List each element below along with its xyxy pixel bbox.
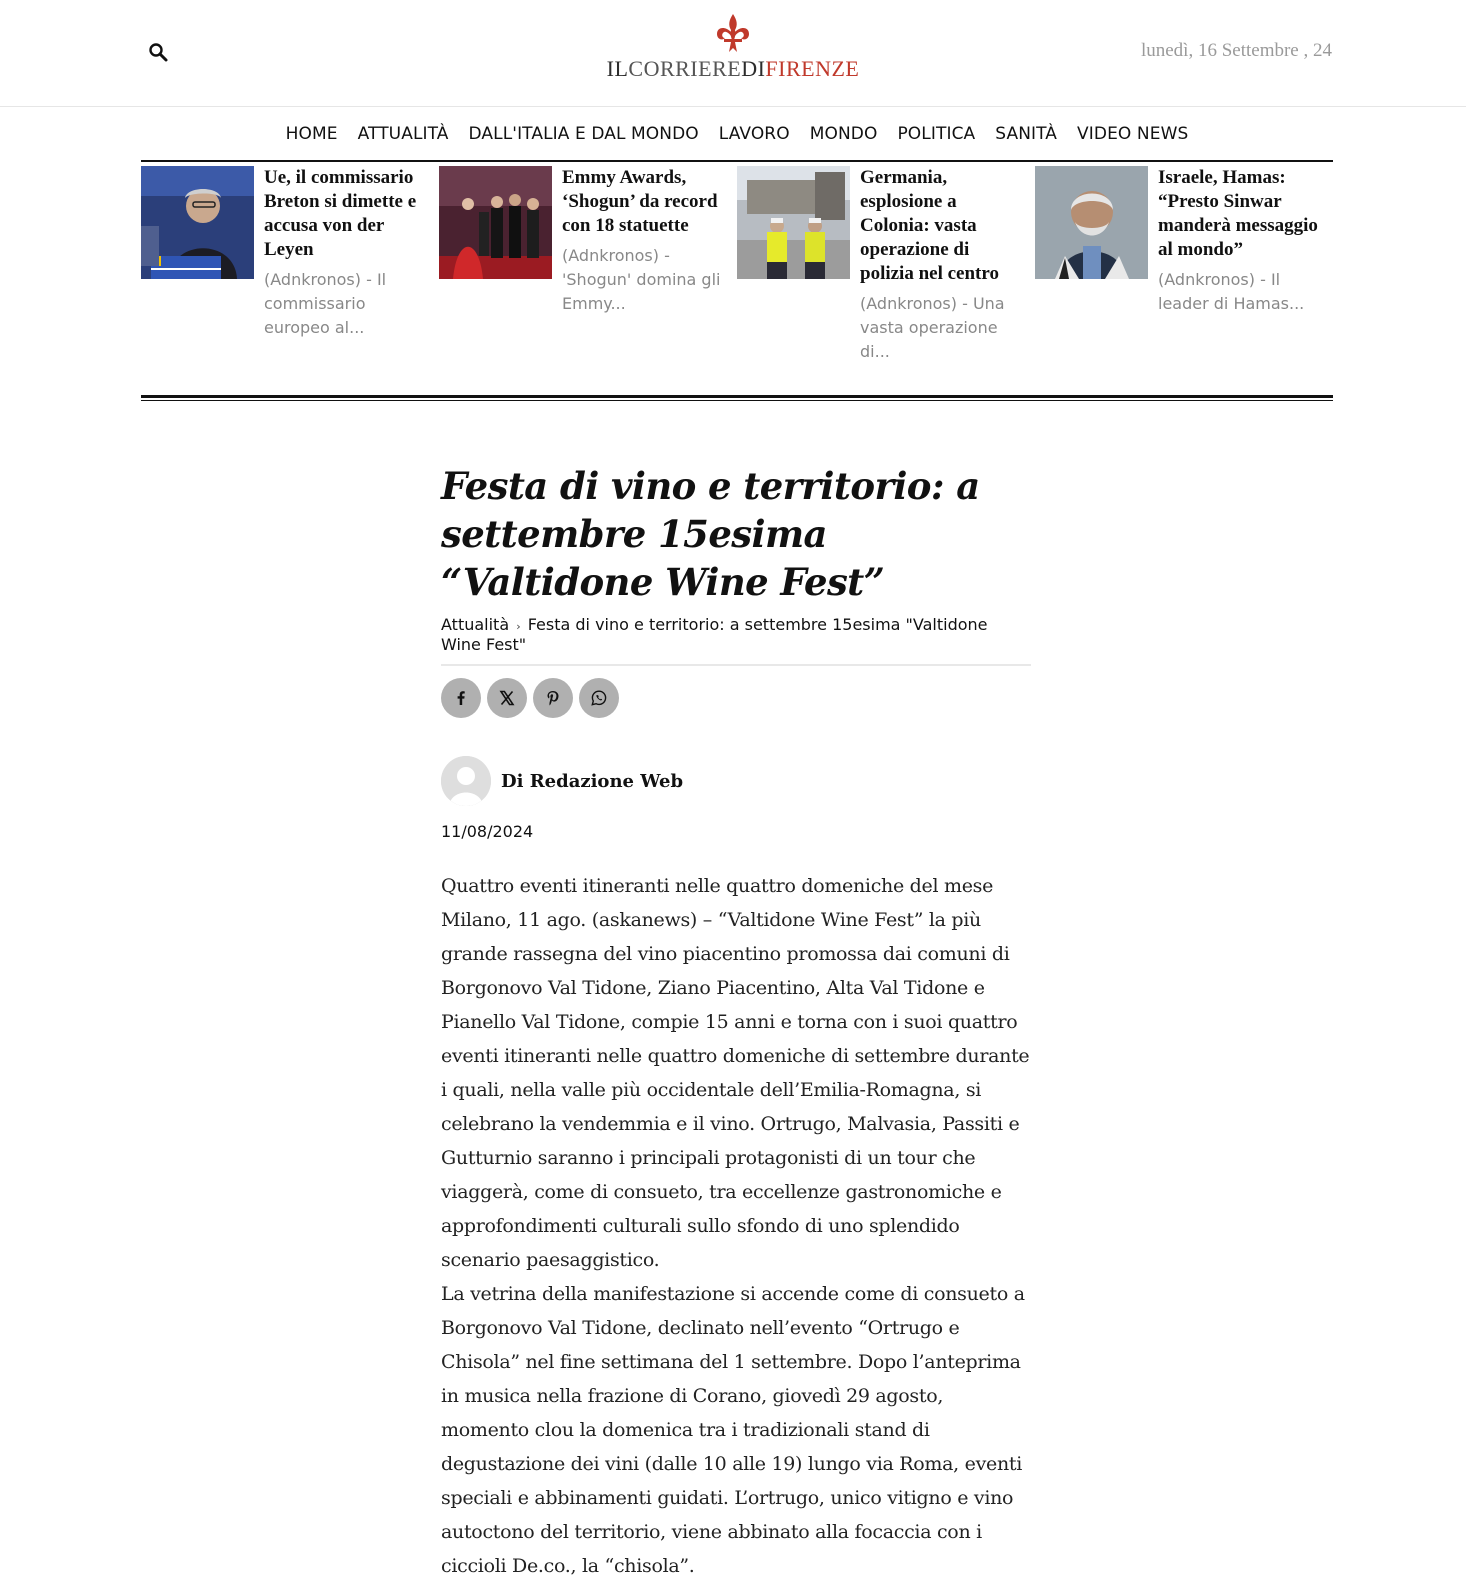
nav-item-mondo[interactable]: MONDO <box>809 124 878 144</box>
whatsapp-icon <box>589 688 609 708</box>
ticker-item[interactable] <box>1035 166 1333 388</box>
main-nav <box>141 108 1333 162</box>
ticker-item[interactable] <box>737 166 1035 388</box>
ticker-excerpt: (Adnkronos) - Il commissario europeo al... <box>264 270 387 337</box>
breadcrumb <box>441 616 1031 666</box>
nav-item-sanita[interactable]: SANITÀ <box>995 124 1058 144</box>
share-buttons <box>441 678 1031 718</box>
facebook-icon <box>451 688 471 708</box>
facebook-share-button[interactable] <box>441 678 481 718</box>
site-header <box>0 0 1466 107</box>
x-icon <box>497 688 517 708</box>
pinterest-icon <box>543 688 563 708</box>
ticker-thumbnail[interactable] <box>141 166 254 279</box>
ticker-thumbnail[interactable] <box>1035 166 1148 279</box>
ticker-excerpt: (Adnkronos) - 'Shogun' domina gli Emmy... <box>562 246 721 313</box>
ticker-thumbnail[interactable] <box>439 166 552 279</box>
article-title: Festa di vino e territorio: a settembre 15esima “Valtidone Wine Fest” <box>441 464 980 604</box>
article <box>441 462 1031 1583</box>
ticker-title[interactable]: Emmy Awards, ‘Shogun’ da record con 18 statuette <box>562 167 718 236</box>
publish-date: 11/08/2024 <box>441 822 534 841</box>
ticker-title[interactable]: Ue, il commissario Breton si dimette e accusa von der Leyen <box>264 167 417 260</box>
article-paragraph: Milano, 11 ago. (askanews) – “Valtidone Wine Fest” la più grande rassegna del vino piacentino promossa dai comuni di Borgonovo Val Tidone, Ziano Piacentino, Alta Val Tidone e Pianello Val Tidone, compie 15 anni e torna con i suoi quattro eventi itineranti nelle quattro domeniche di settembre durante i quali, nella valle più occidentale dell’Emilia-Romagna, si celebrano la vendemmia e il vino. Ortrugo, Malvasia, Passiti e Gutturnio saranno i principali protagonisti di un tour che viaggerà, come di consueto, tra eccellenze gastronomiche e approfondimenti culturali sullo sfondo di uno splendido scenario paesaggistico. <box>441 909 1030 1271</box>
x-share-button[interactable] <box>487 678 527 718</box>
nav-item-italia-mondo[interactable]: DALL'ITALIA E DAL MONDO <box>468 124 699 144</box>
nav-item-video-news[interactable]: VIDEO NEWS <box>1077 124 1189 144</box>
ticker-excerpt: (Adnkronos) - Una vasta operazione di... <box>860 294 1005 361</box>
fleur-de-lis-icon <box>713 12 753 54</box>
ticker-excerpt: (Adnkronos) - Il leader di Hamas... <box>1158 270 1305 313</box>
breadcrumb-category[interactable]: Attualità <box>441 615 510 634</box>
whatsapp-share-button[interactable] <box>579 678 619 718</box>
logo-wordmark: ILCORRIEREDIFIRENZE <box>606 56 860 81</box>
nav-item-politica[interactable]: POLITICA <box>897 124 976 144</box>
search-icon[interactable] <box>146 40 172 66</box>
nav-item-lavoro[interactable]: LAVORO <box>718 124 790 144</box>
article-paragraph: Quattro eventi itineranti nelle quattro domeniche del mese <box>441 875 994 897</box>
nav-item-attualita[interactable]: ATTUALITÀ <box>357 124 449 144</box>
author-name[interactable]: Di Redazione Web <box>501 770 684 792</box>
pinterest-share-button[interactable] <box>533 678 573 718</box>
ticker-divider <box>141 395 1333 401</box>
header-date: lunedì, 16 Settembre , 24 <box>1140 40 1332 61</box>
ticker-item[interactable] <box>141 166 439 388</box>
avatar[interactable] <box>441 756 491 806</box>
site-logo[interactable] <box>580 12 886 90</box>
nav-item-home[interactable]: HOME <box>285 124 338 144</box>
news-ticker <box>141 166 1333 388</box>
ticker-title[interactable]: Israele, Hamas: “Presto Sinwar manderà messaggio al mondo” <box>1158 167 1318 260</box>
ticker-thumbnail[interactable] <box>737 166 850 279</box>
ticker-item[interactable] <box>439 166 737 388</box>
breadcrumb-separator-icon: › <box>516 620 521 633</box>
ticker-title[interactable]: Germania, esplosione a Colonia: vasta operazione di polizia nel centro <box>860 167 999 284</box>
author-block <box>441 756 1031 806</box>
article-paragraph: La vetrina della manifestazione si accende come di consueto a Borgonovo Val Tidone, declinato nell’evento “Ortrugo e Chisola” nel fine settimana del 1 settembre. Dopo l’anteprima in musica nella frazione di Corano, giovedì 29 agosto, momento clou la domenica tra i tradizionali stand di degustazione dei vini (dalle 10 alle 19) lungo via Roma, eventi speciali e abbinamenti guidati. L’ortrugo, unico vitigno e vino autoctono del territorio, viene abbinato alla focaccia con i ciccioli De.co., la “chisola”. <box>441 1283 1025 1577</box>
breadcrumb-current: Festa di vino e territorio: a settembre 15esima "Valtidone Wine Fest" <box>441 615 988 654</box>
article-body <box>441 869 1035 1583</box>
